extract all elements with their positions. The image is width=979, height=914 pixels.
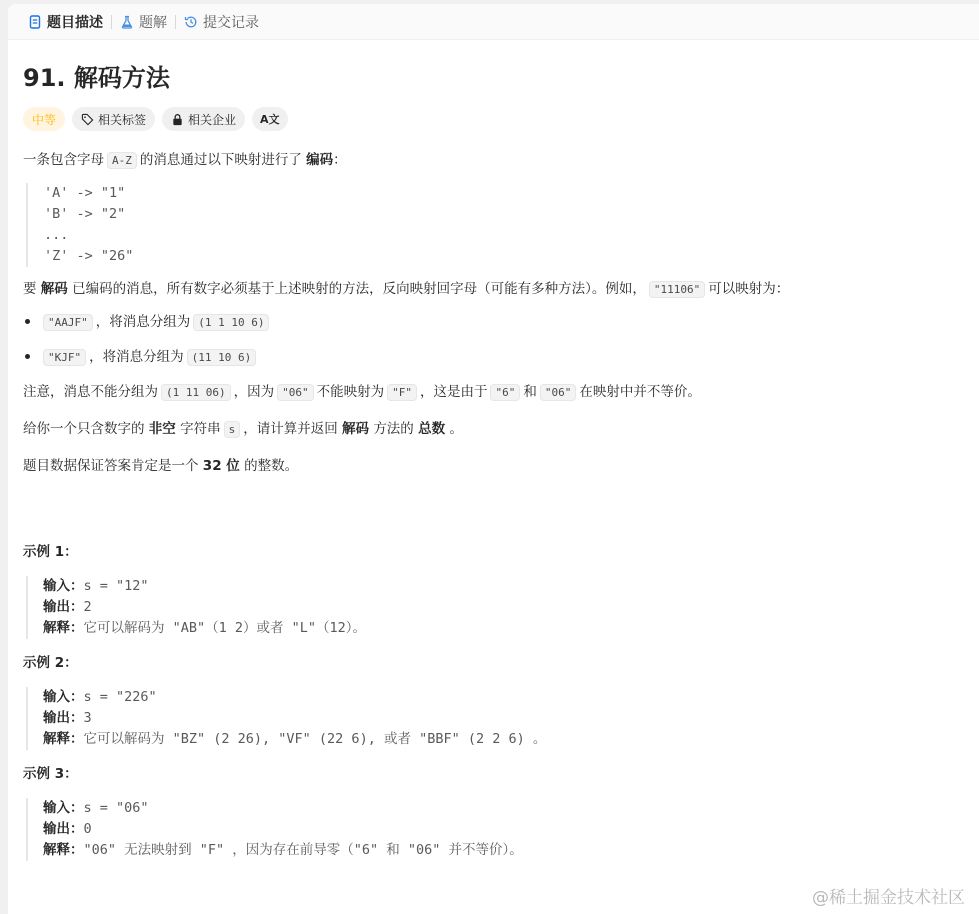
flask-icon xyxy=(120,15,134,29)
guarantee-paragraph: 题目数据保证答案肯定是一个 32 位 的整数。 xyxy=(23,458,299,474)
lock-icon xyxy=(171,113,184,126)
mapping-block: 'A' -> "1" 'B' -> "2" ... 'Z' -> "26" xyxy=(26,183,964,267)
problem-content xyxy=(8,40,979,861)
task-paragraph: 给你一个只含数字的 非空 字符串 s ，请计算并返回 解码 方法的 总数 。 xyxy=(23,421,463,437)
example-block: 输入：s = "12" 输出：2 解释：它可以解码为 "AB"（1 2）或者 "L"（12）。 xyxy=(26,576,964,639)
related-tags-button[interactable]: 相关标签 xyxy=(72,107,155,131)
tab-solutions[interactable] xyxy=(112,4,175,40)
tab-submissions[interactable] xyxy=(176,4,267,40)
example-title: 示例 2： xyxy=(23,655,78,671)
spacer xyxy=(23,478,964,528)
history-icon xyxy=(184,15,198,29)
decode-options-list xyxy=(23,310,964,370)
document-icon xyxy=(28,15,42,29)
problem-title: 91. 解码方法 xyxy=(23,64,170,92)
list-item: "KJF" ，将消息分组为 (11 10 6) xyxy=(23,345,964,370)
watermark: @稀土掘金技术社区 xyxy=(812,888,965,908)
example-3 xyxy=(23,762,964,861)
example-block: 输入：s = "06" 输出：0 解释："06" 无法映射到 "F" ，因为存在前导零（"6" 和 "06" 并不等价）。 xyxy=(26,798,964,861)
related-companies-button[interactable]: 相关企业 xyxy=(162,107,245,131)
difficulty-badge: 中等 xyxy=(23,107,65,131)
note-paragraph: 注意，消息不能分组为 (1 11 06) ，因为 "06" 不能映射为 "F" ，这是由于 "6" 和 "06" 在映射中并不等价。 xyxy=(23,384,701,400)
translate-button[interactable] xyxy=(252,107,288,131)
example-title: 示例 1： xyxy=(23,544,78,560)
tab-label: 提交记录 xyxy=(203,14,259,31)
example-2 xyxy=(23,651,964,750)
decode-paragraph: 要 解码 已编码的消息，所有数字必须基于上述映射的方法，反向映射回字母（可能有多种方法）。例如， "11106" 可以映射为： xyxy=(23,281,790,297)
example-1 xyxy=(23,540,964,639)
translate-icon: A文 xyxy=(260,113,280,126)
tag-row xyxy=(23,107,964,131)
list-item: "AAJF" ，将消息分组为 (1 1 10 6) xyxy=(23,310,964,335)
intro-paragraph: 一条包含字母 A-Z 的消息通过以下映射进行了 编码： xyxy=(23,152,347,168)
example-title: 示例 3： xyxy=(23,766,78,782)
example-block: 输入：s = "226" 输出：3 解释：它可以解码为 "BZ" (2 26), "VF" (22 6), 或者 "BBF" (2 2 6) 。 xyxy=(26,687,964,750)
tab-label: 题解 xyxy=(139,14,167,31)
tab-description[interactable] xyxy=(20,4,111,40)
tag-icon xyxy=(81,113,94,126)
tab-bar xyxy=(8,4,979,40)
problem-panel xyxy=(8,4,979,914)
tab-label: 题目描述 xyxy=(47,14,103,31)
